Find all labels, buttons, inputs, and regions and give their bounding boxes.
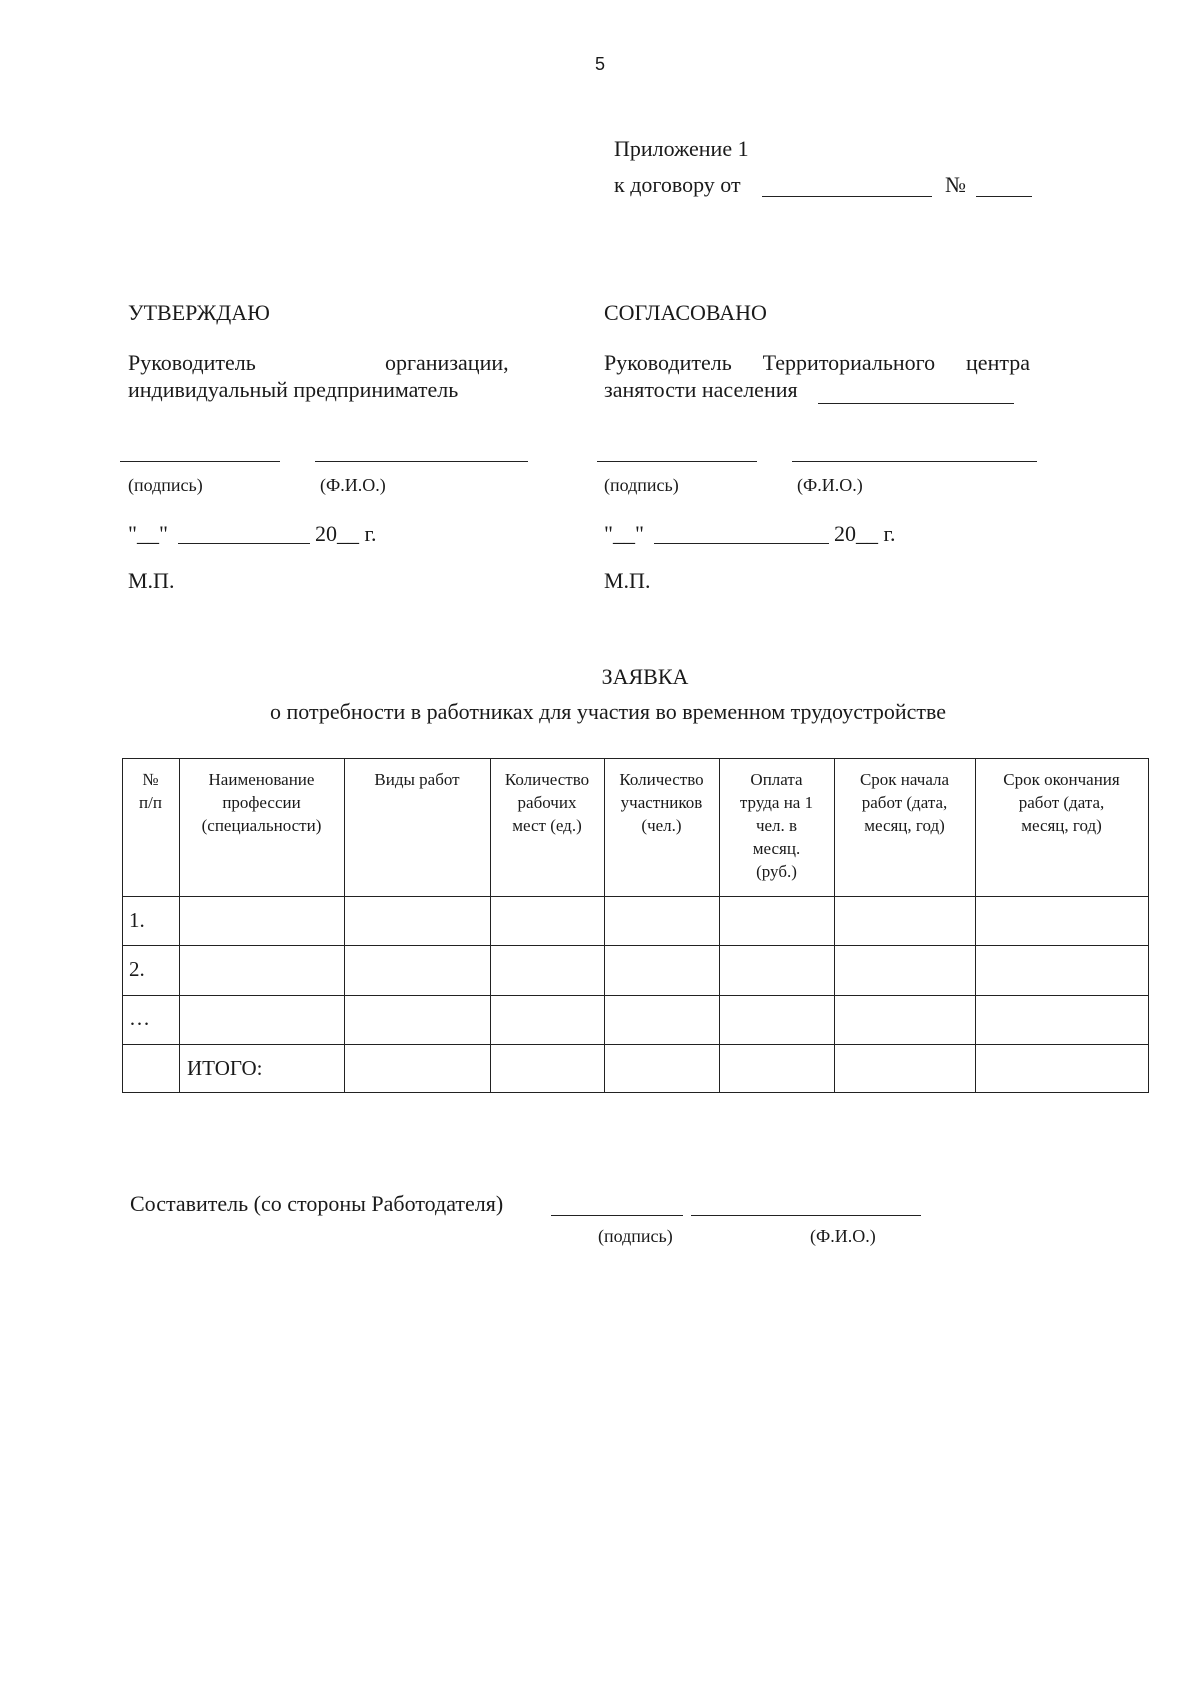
table-total-label: ИТОГО:	[187, 1056, 263, 1080]
approve-date-blank	[178, 543, 310, 544]
header-line: чел. в	[755, 816, 798, 835]
approve-role-word2: организации,	[385, 350, 509, 375]
header-line: работ (дата,	[861, 793, 948, 812]
approve-signature-caption: (подпись)	[128, 475, 203, 495]
agree-date-blank	[654, 543, 829, 544]
header-line: п/п	[139, 793, 162, 812]
approve-signature-line	[120, 461, 280, 462]
header-line: Виды работ	[374, 770, 460, 789]
compiler-label: Составитель (со стороны Работодателя)	[130, 1191, 504, 1216]
contract-date-blank	[762, 196, 932, 197]
header-line: №	[142, 770, 159, 789]
contract-number-blank	[976, 196, 1032, 197]
table-header-bottom	[122, 896, 1149, 897]
compiler-name-line	[691, 1215, 921, 1216]
table-header-workplaces	[490, 768, 604, 837]
table-row-2-bottom	[122, 995, 1149, 996]
header-line: Наименование	[208, 770, 315, 789]
table-header-start-date	[834, 768, 975, 837]
header-line: Количество	[504, 770, 590, 789]
appendix-title: Приложение 1	[614, 136, 749, 161]
header-line: труда на 1	[739, 793, 814, 812]
agree-signature-caption: (подпись)	[604, 475, 679, 495]
agree-stamp: М.П.	[604, 568, 651, 593]
table-header-end-date	[975, 768, 1148, 837]
header-line: участников	[620, 793, 703, 812]
approve-date-year: 20__ г.	[315, 521, 377, 546]
header-line: (чел.)	[641, 816, 682, 835]
header-line: месяц, год)	[1021, 816, 1102, 835]
approve-role-word1: Руководитель	[128, 350, 256, 375]
table-col-line	[1148, 758, 1149, 1092]
table-header-pay	[719, 768, 834, 883]
agree-role-line1: Руководитель Территориального центра	[604, 350, 1030, 375]
header-line: Оплата	[750, 770, 803, 789]
contract-number-sign: №	[945, 172, 966, 197]
header-line: Срок начала	[859, 770, 950, 789]
request-title: ЗАЯВКА	[601, 664, 689, 689]
table-header-profession	[179, 768, 344, 837]
table-header-work-types	[344, 768, 490, 791]
table-header-number	[122, 768, 179, 814]
header-line: рабочих	[517, 793, 577, 812]
table-header-participants	[604, 768, 719, 837]
header-line: мест (ед.)	[512, 816, 582, 835]
table-row-3-bottom	[122, 1044, 1149, 1045]
header-line: месяц.	[752, 839, 801, 858]
agree-name-caption: (Ф.И.О.)	[797, 475, 863, 495]
agree-name-line	[792, 461, 1037, 462]
approve-role-line2: индивидуальный предприниматель	[128, 377, 459, 402]
appendix-contract-label: к договору от	[614, 172, 741, 197]
table-col-line	[344, 758, 345, 1092]
header-line: (специальности)	[201, 816, 322, 835]
compiler-signature-caption: (подпись)	[598, 1226, 673, 1246]
header-line: работ (дата,	[1018, 793, 1105, 812]
header-line: Срок окончания	[1003, 770, 1120, 789]
table-row-number: …	[129, 1006, 150, 1030]
approve-heading: УТВЕРЖДАЮ	[128, 300, 270, 325]
header-line: Количество	[619, 770, 704, 789]
table-row-1-bottom	[122, 945, 1149, 946]
agree-role-line2: занятости населения	[604, 377, 798, 402]
table-row-number: 1.	[129, 908, 145, 932]
agree-date-year: 20__ г.	[834, 521, 896, 546]
header-line: (руб.)	[756, 862, 797, 881]
compiler-signature-line	[551, 1215, 683, 1216]
page-number: 5	[594, 54, 605, 74]
request-subtitle: о потребности в работниках для участия во временном трудоустройстве	[270, 699, 947, 724]
compiler-name-caption: (Ф.И.О.)	[810, 1226, 876, 1246]
header-line: месяц, год)	[864, 816, 945, 835]
header-line: профессии	[222, 793, 301, 812]
table-row-number: 2.	[129, 957, 145, 981]
approve-name-line	[315, 461, 528, 462]
agree-center-blank	[818, 403, 1014, 404]
approve-date-quote: "__"	[128, 521, 168, 546]
agree-date-quote: "__"	[604, 521, 644, 546]
table-border-bottom	[122, 1092, 1149, 1093]
table-border-top	[122, 758, 1149, 759]
agree-heading: СОГЛАСОВАНО	[604, 300, 767, 325]
approve-name-caption: (Ф.И.О.)	[320, 475, 386, 495]
agree-signature-line	[597, 461, 757, 462]
approve-stamp: М.П.	[128, 568, 175, 593]
